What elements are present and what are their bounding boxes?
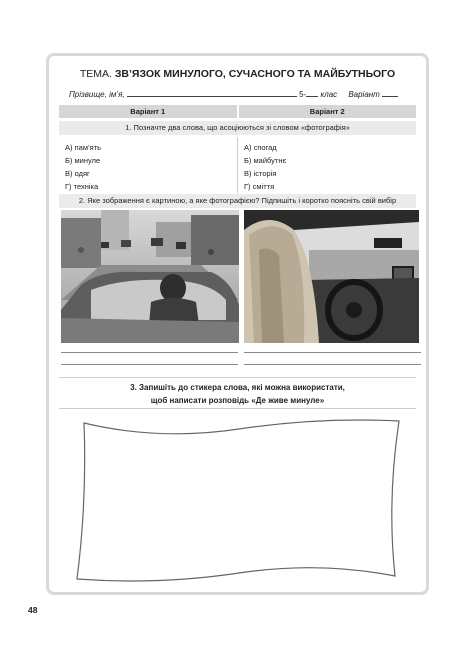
grade-suffix: клас (320, 90, 338, 99)
option-v2-a[interactable]: А) спогад (244, 143, 277, 152)
answer-line-3[interactable] (244, 352, 421, 353)
answer-line-2[interactable] (61, 364, 238, 365)
topic-title: ЗВ’ЯЗОК МИНУЛОГО, СУЧАСНОГО ТА МАЙБУТНЬОГО (114, 68, 396, 80)
car-photo-image (244, 210, 419, 343)
variant-2-heading: Варіант 2 (309, 107, 345, 116)
name-field[interactable] (127, 88, 297, 97)
variant-2-options (238, 137, 416, 193)
student-info-row: Прізвище, ім’я , 5- клас Варіант (69, 88, 414, 99)
worksheet-title (49, 68, 426, 80)
option-v1-b[interactable]: Б) минуле (65, 156, 101, 165)
option-v1-d[interactable]: Г) техніка (65, 182, 99, 191)
option-v1-a[interactable]: А) пам’ять (65, 143, 102, 152)
variant-1-options (59, 137, 238, 193)
painting-image (61, 210, 239, 343)
variant-header (59, 105, 416, 118)
question-1-options (59, 137, 416, 193)
option-v1-c[interactable]: В) одяг (65, 169, 90, 178)
sticker-writing-area[interactable] (69, 411, 406, 586)
name-label: Прізвище, ім’я (69, 90, 123, 99)
answer-line-1[interactable] (61, 352, 238, 353)
page-number: 48 (28, 605, 38, 615)
question-3-line-2: щоб написати розповідь «Де живе минуле» (150, 396, 325, 405)
variant-field[interactable] (382, 88, 398, 97)
option-v2-b[interactable]: Б) майбутнє (244, 156, 287, 165)
worksheet (46, 53, 429, 595)
answer-line-4[interactable] (244, 364, 421, 365)
variant-1-heading: Варіант 1 (59, 105, 239, 118)
grade-field[interactable] (306, 88, 318, 97)
question-1: 1. Позначте два слова, що асоціюються зі словом «фотографія» (59, 121, 416, 135)
question-3 (59, 377, 416, 409)
question-3-line-1: 3. Запишіть до стикера слова, які можна використати, (130, 383, 345, 392)
option-v2-d[interactable]: Г) сміття (244, 182, 275, 191)
option-v2-c[interactable]: В) історія (244, 169, 277, 178)
variant-label: Варіант (348, 90, 380, 99)
grade-prefix: 5- (299, 90, 307, 99)
question-2: 2. Яке зображення є картиною, а яке фотографією? Підпишіть і коротко поясніть свій вибір (59, 194, 416, 208)
topic-prefix: ТЕМА. (79, 68, 112, 80)
